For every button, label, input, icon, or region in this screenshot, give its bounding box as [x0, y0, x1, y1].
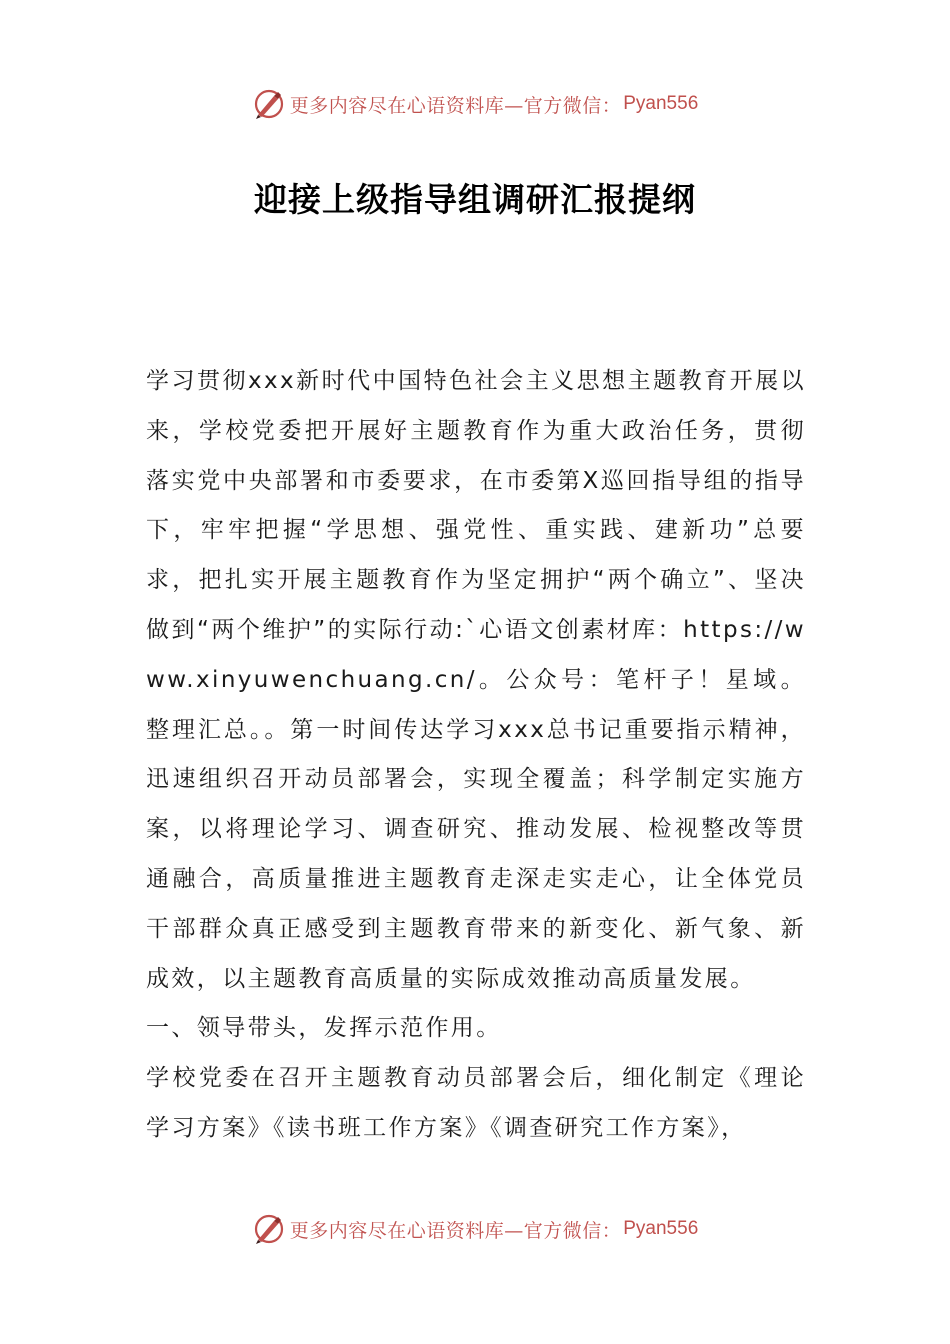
pen-circle-logo-icon [252, 87, 286, 121]
document-body [146, 357, 806, 1154]
pen-circle-logo-icon [252, 1212, 286, 1246]
section-heading-1: 一、领导带头，发挥示范作用。 [146, 1015, 502, 1042]
header-banner [0, 84, 950, 124]
paragraph-section-1: 学校党委在召开主题教育动员部署会后，细化制定《理论学习方案》《读书班工作方案》《调查研究工作方案》， [146, 1065, 806, 1141]
paragraph-intro: 学习贯彻xxx新时代中国特色社会主义思想主题教育开展以来，学校党委把开展好主题教育作为重大政治任务，贯彻落实党中央部署和市委要求，在市委第X巡回指导组的指导下，牢牢把握“学思想、强党性、重实践、建新功”总要求，把扎实开展主题教育作为坚定拥护“两个确立”、坚决做到“两个维护”的实际行动:`心语文创素材库：https://www.xinyuwenchuang.cn/。公众号：笔杆子！星域。整理汇总。。第一时间传达学习xxx总书记重要指示精神，迅速组织召开动员部署会，实现全覆盖；科学制定实施方案，以将理论学习、调查研究、推动发展、检视整改等贯通融合，高质量推进主题教育走深走实走心，让全体党员干部群众真正感受到主题教育带来的新变化、新气象、新成效，以主题教育高质量的实际成效推动高质量发展。 [146, 368, 806, 992]
banner-text: 更多内容尽在心语资料库—官方微信： [289, 1219, 622, 1242]
footer-banner [0, 1209, 950, 1249]
document-title: 迎接上级指导组调研汇报提纲 [254, 180, 696, 219]
banner-wechat-id: Pyan556 [623, 1218, 699, 1239]
banner-wechat-id: Pyan556 [623, 93, 699, 114]
banner-text: 更多内容尽在心语资料库—官方微信： [289, 94, 622, 117]
